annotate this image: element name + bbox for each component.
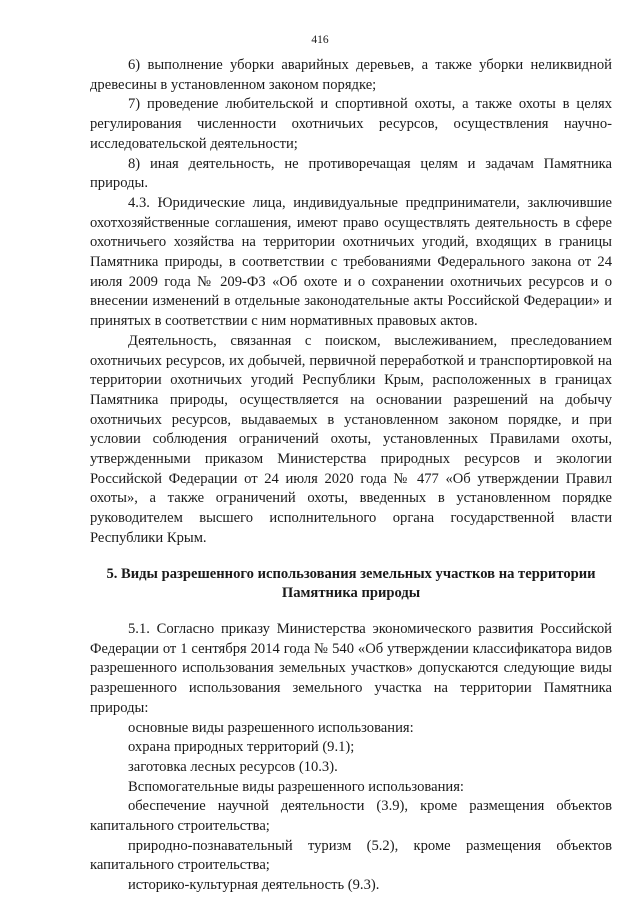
aux-use-item: природно-познавательный туризм (5.2), кроме размещения объектов капитального строительства; (90, 837, 612, 874)
aux-uses-label: Вспомогательные виды разрешенного использования: (128, 778, 464, 795)
main-use-item: заготовка лесных ресурсов (10.3). (128, 758, 338, 775)
document-body (90, 56, 612, 896)
hunting-paragraph: Деятельность, связанная с поиском, выслеживанием, преследованием охотничьих ресурсов, их добычей, первичной переработкой и транспортировкой на территории охотничьих угодий Республики Крым, расположенных в границах Памятника природы, осуществляется на основании разрешений на добычу охотничьих ресурсов, выдаваемых в установленном законом порядке, и при условии соблюдения ограничений охоты, установленных Правилами охоты, утвержденными приказом Министерства природных ресурсов и экологии Российской Федерации от 24 июля 2020 года № 477 «Об утверждении Правил охоты», а также ограничений охоты, введенных в установленном порядке руководителем высшего исполнительного органа государственной власти Республики Крым. (90, 332, 612, 546)
main-uses-label: основные виды разрешенного использования: (128, 719, 414, 736)
page-number: 416 (311, 34, 329, 46)
aux-use-item: историко-культурная деятельность (9.3). (128, 877, 380, 894)
list-item-7: 7) проведение любительской и спортивной охоты, а также охоты в целях регулирования численности охотничьих ресурсов, осуществления научно-исследовательской деятельности; (90, 96, 612, 152)
section-5-heading: 5. Виды разрешенного использования земельных участков на территории Памятника природы (106, 565, 596, 602)
main-use-item: охрана природных территорий (9.1); (128, 739, 355, 756)
aux-use-item: обеспечение научной деятельности (3.9), кроме размещения объектов капитального строительства; (90, 798, 612, 835)
list-item-8: 8) иная деятельность, не противоречащая целям и задачам Памятника природы. (90, 155, 612, 192)
clause-4-3: 4.3. Юридические лица, индивидуальные предприниматели, заключившие охотхозяйственные соглашения, имеют право осуществлять деятельность в сфере охотничьего хозяйства на территории охотничьих угодий, входящих в границы Памятника природы, в соответствии с требованиями Федерального закона от 24 июля 2009 года № 209-ФЗ «Об охоте и о сохранении охотничьих ресурсов и о внесении изменений в отдельные законодательные акты Российской Федерации» и принятых в соответствии с ним нормативных правовых актов. (90, 194, 612, 330)
list-item-6: 6) выполнение уборки аварийных деревьев, а также уборки неликвидной древесины в установленном законом порядке; (90, 57, 612, 93)
clause-5-1: 5.1. Согласно приказу Министерства экономического развития Российской Федерации от 1 сентября 2014 года № 540 «Об утверждении классификатора видов разрешенного использования земельных участков» допускаются следующие виды разрешенного использования земельного участка на территории Памятника природы: (90, 620, 612, 716)
